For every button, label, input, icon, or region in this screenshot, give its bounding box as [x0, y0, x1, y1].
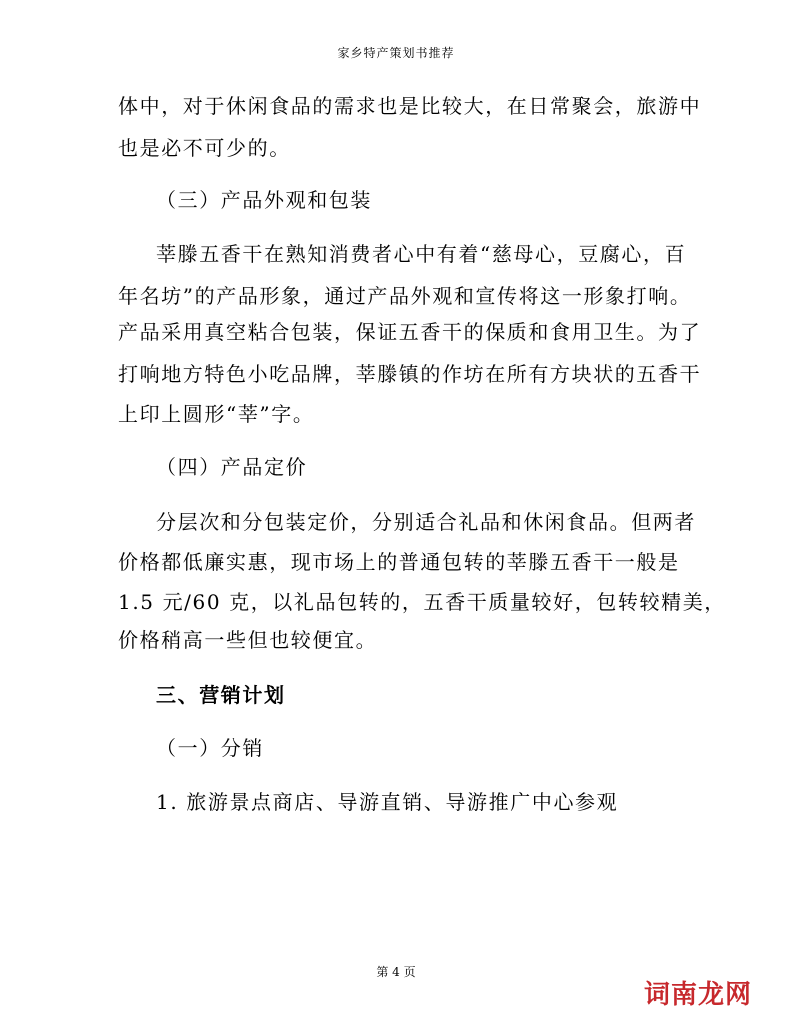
body-line: 年名坊”的产品形象，通过产品外观和宣传将这一形象打响。: [118, 284, 692, 308]
body-line: 也是必不可少的。: [118, 136, 291, 160]
body-line: 上印上圆形“莘”字。: [118, 402, 315, 426]
body-line: 分层次和分包装定价，分别适合礼品和休闲食品。但两者: [156, 510, 696, 534]
body-line: 价格都低廉实惠，现市场上的普通包转的莘滕五香干一般是: [118, 550, 680, 574]
subsection-heading-distribution: （一）分销: [156, 736, 264, 760]
body-line: 打响地方特色小吃品牌，莘滕镇的作坊在所有方块状的五香干: [118, 362, 702, 386]
body-line: 体中，对于休闲食品的需求也是比较大，在日常聚会，旅游中: [118, 94, 702, 118]
section-heading-pricing: （四）产品定价: [156, 455, 308, 479]
list-item: 1. 旅游景点商店、导游直销、导游推广中心参观: [156, 790, 619, 814]
body-line: 价格稍高一些但也较便宜。: [118, 628, 378, 652]
page-header: 家乡特产策划书推荐: [337, 46, 455, 60]
section-heading-appearance: （三）产品外观和包装: [156, 188, 372, 212]
section-heading-marketing: 三、营销计划: [156, 683, 286, 707]
body-line: 莘滕五香干在熟知消费者心中有着“慈母心，豆腐心，百: [156, 242, 687, 266]
page-number: 第 4 页: [376, 965, 416, 979]
body-line: 1.5 元/60 克，以礼品包转的，五香干质量较好，包转较精美，: [118, 590, 726, 614]
watermark-logo: 词南龙网: [643, 980, 752, 1010]
body-line: 产品采用真空粘合包装，保证五香干的保质和食用卫生。为了: [118, 320, 702, 344]
